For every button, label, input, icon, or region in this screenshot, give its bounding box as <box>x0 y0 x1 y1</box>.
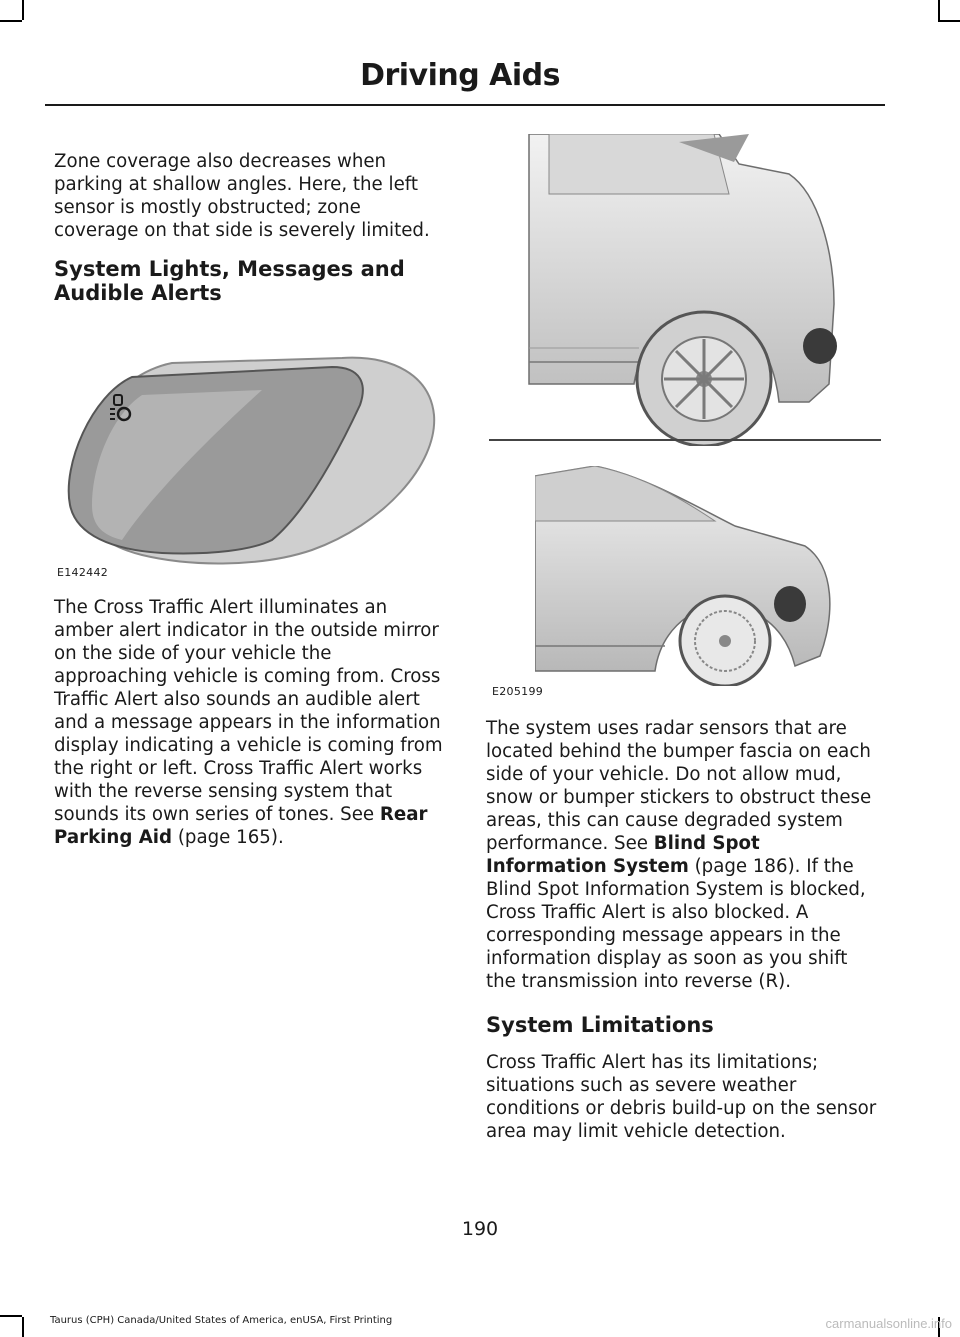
crop-mark <box>22 0 24 20</box>
watermark: carmanualsonline.info <box>825 1316 952 1331</box>
suv-radar-sensor-area <box>803 328 837 364</box>
system-limitations-heading: System Limitations <box>486 1013 714 1037</box>
left-column-top <box>54 150 446 319</box>
rear-parking-aid-link[interactable]: Rear Parking Aid <box>54 804 428 848</box>
footer-text: Taurus (CPH) Canada/United States of America, enUSA, First Printing <box>50 1315 393 1326</box>
cross-traffic-paragraph <box>54 596 449 849</box>
sedan-rear-illustration <box>535 466 880 686</box>
section-heading: System Lights, Messages and Audible Alerts <box>54 257 405 305</box>
radar-sensors-paragraph <box>486 717 882 993</box>
cross-traffic-text: The Cross Traffic Alert illuminates an amber alert indicator in the outside mirror on the side of your vehicle the approaching vehicle is coming from. Cross Traffic Alert also sounds an audible alert and a message appears in the information display indicating a vehicle is coming from the right or left. Cross Traffic Alert works with the reverse sensing system that sounds its own series of tones. See <box>54 597 443 825</box>
intro-paragraph: Zone coverage also decreases when parking at shallow angles. Here, the left sensor is mostly obstructed; zone coverage on that side is severely limited. <box>54 151 430 241</box>
left-column-bottom <box>54 596 449 864</box>
figure-code-mirror: E142442 <box>57 566 109 579</box>
page-title: Driving Aids <box>360 58 560 93</box>
suv-rear-illustration <box>489 134 881 446</box>
figure-code-vehicles: E205199 <box>492 685 544 698</box>
sedan-window <box>535 466 715 521</box>
crop-mark <box>938 20 960 22</box>
radar-sensors-text: The system uses radar sensors that are located behind the bumper fascia on each side of your vehicle. Do not allow mud, snow or bumper stickers to obstruct these areas, this can cause degraded system performance. See <box>486 718 872 854</box>
side-mirror-illustration <box>62 355 440 570</box>
sedan-radar-sensor-area <box>774 586 806 622</box>
blind-spot-link[interactable]: Blind Spot Information System <box>486 833 760 877</box>
crop-mark <box>0 20 22 22</box>
blind-spot-text: (page 186). If the Blind Spot Information System is blocked, Cross Traffic Alert is also blocked. A corresponding message appears in the information display as soon as you shift the transmission into reverse (R). <box>486 856 866 992</box>
crop-mark <box>938 0 940 20</box>
right-column <box>486 717 882 1158</box>
system-limitations-paragraph: Cross Traffic Alert has its limitations; situations such as severe weather conditions or debris build-up on the sensor area may limit vehicle detection. <box>486 1052 877 1142</box>
crop-mark <box>0 1315 22 1317</box>
page-number: 190 <box>461 1218 499 1240</box>
crop-mark <box>22 1317 24 1337</box>
header-rule <box>45 104 885 106</box>
page-reference: (page 165). <box>172 827 284 848</box>
